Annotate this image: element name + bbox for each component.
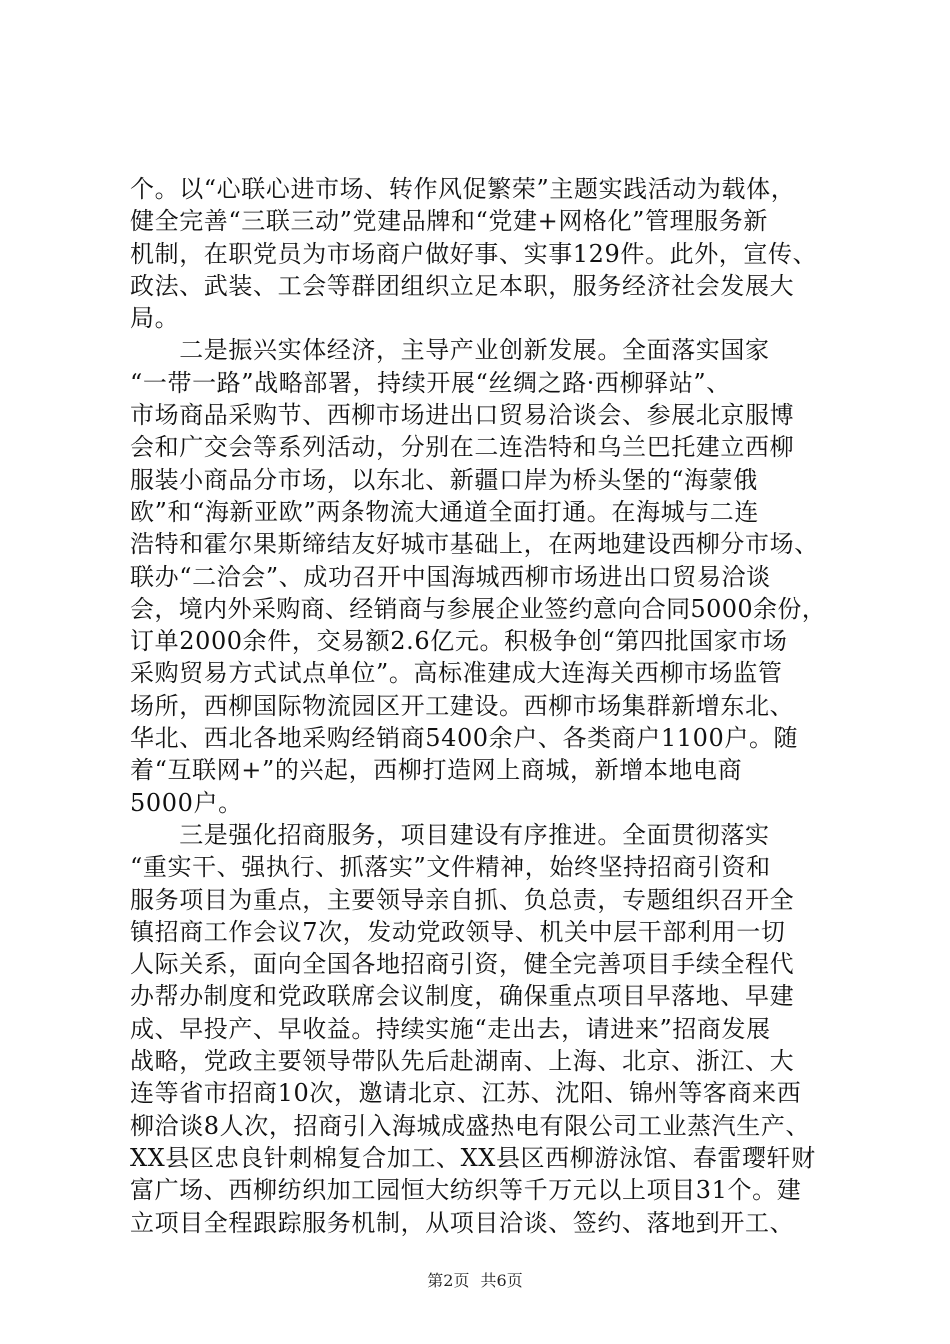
text-line: 采购贸易方式试点单位”。高标准建成大连海关西柳市场监管	[130, 659, 783, 688]
text-line: 欧”和“海新亚欧”两条物流大通道全面打通。在海城与二连	[130, 497, 760, 526]
text-line: 连等省市招商10次，邀请北京、江苏、沈阳、锦州等客商来西	[130, 1079, 802, 1108]
text-line: 成、早投产、早收益。持续实施“走出去，请进来”招商发展	[130, 1014, 771, 1043]
text-line: 服装小商品分市场，以东北、新疆口岸为桥头堡的“海蒙俄	[130, 465, 758, 494]
text-line: 服务项目为重点，主要领导亲自抓、负总责，专题组织召开全	[130, 885, 795, 914]
text-line: 订单2000余件，交易额2.6亿元。积极争创“第四批国家市场	[130, 627, 788, 656]
text-line: 立项目全程跟踪服务机制，从项目洽谈、签约、落地到开工、	[130, 1208, 795, 1237]
text-line: 浩特和霍尔果斯缔结友好城市基础上，在两地建设西柳分市场、	[130, 530, 819, 559]
text-line: 镇招商工作会议7次，发动党政领导、机关中层干部利用一切	[130, 917, 786, 946]
text-line: 富广场、西柳纺织加工园恒大纺织等千万元以上项目31个。建	[130, 1176, 802, 1205]
text-line: 联办“二洽会”、成功召开中国海城西柳市场进出口贸易洽谈	[130, 562, 771, 591]
text-line: 人际关系，面向全国各地招商引资，健全完善项目手续全程代	[130, 950, 795, 979]
text-line: 场所，西柳国际物流园区开工建设。西柳市场集群新增东北、	[130, 691, 795, 720]
text-line: 局。	[130, 304, 180, 333]
text-line: 三是强化招商服务，项目建设有序推进。全面贯彻落实	[130, 820, 770, 849]
page-number: 第2页	[427, 1271, 470, 1290]
text-line: 二是振兴实体经济，主导产业创新发展。全面落实国家	[130, 336, 770, 365]
text-line: 5000户。	[130, 788, 243, 817]
page-total: 共6页	[480, 1271, 523, 1290]
text-line: 市场商品采购节、西柳市场进出口贸易洽谈会、参展北京服博	[130, 401, 795, 430]
text-line: 机制，在职党员为市场商户做好事、实事129件。此外，宣传、	[130, 239, 818, 268]
text-line: 办帮办制度和党政联席会议制度，确保重点项目早落地、早建	[130, 982, 795, 1011]
page-footer	[0, 1268, 950, 1291]
text-line: “重实干、强执行、抓落实”文件精神，始终坚持招商引资和	[130, 853, 771, 882]
text-line: 战略，党政主要领导带队先后赴湖南、上海、北京、浙江、大	[130, 1047, 795, 1076]
text-line: 着“互联网+”的兴起，西柳打造网上商城，新增本地电商	[130, 756, 743, 785]
document-body	[130, 173, 826, 1239]
text-line: 政法、武装、工会等群团组织立足本职，服务经济社会发展大	[130, 271, 795, 300]
text-line: 柳洽谈8人次，招商引入海城成盛热电有限公司工业蒸汽生产、	[130, 1111, 811, 1140]
text-line: 会，境内外采购商、经销商与参展企业签约意向合同5000余份，	[130, 594, 827, 623]
text-line: 会和广交会等系列活动，分别在二连浩特和乌兰巴托建立西柳	[130, 433, 795, 462]
text-line: 个。以“心联心进市场、转作风促繁荣”主题实践活动为载体，	[130, 175, 796, 203]
text-line: XX县区忠良针刺棉复合加工、XX县区西柳游泳馆、春雷璎轩财	[130, 1143, 816, 1172]
text-line: 健全完善“三联三动”党建品牌和“党建+网格化”管理服务新	[130, 207, 768, 236]
text-line: 华北、西北各地采购经销商5400余户、各类商户1100户。随	[130, 724, 799, 753]
text-line: “一带一路”战略部署，持续开展“丝绸之路·西柳驿站”、	[130, 368, 731, 397]
